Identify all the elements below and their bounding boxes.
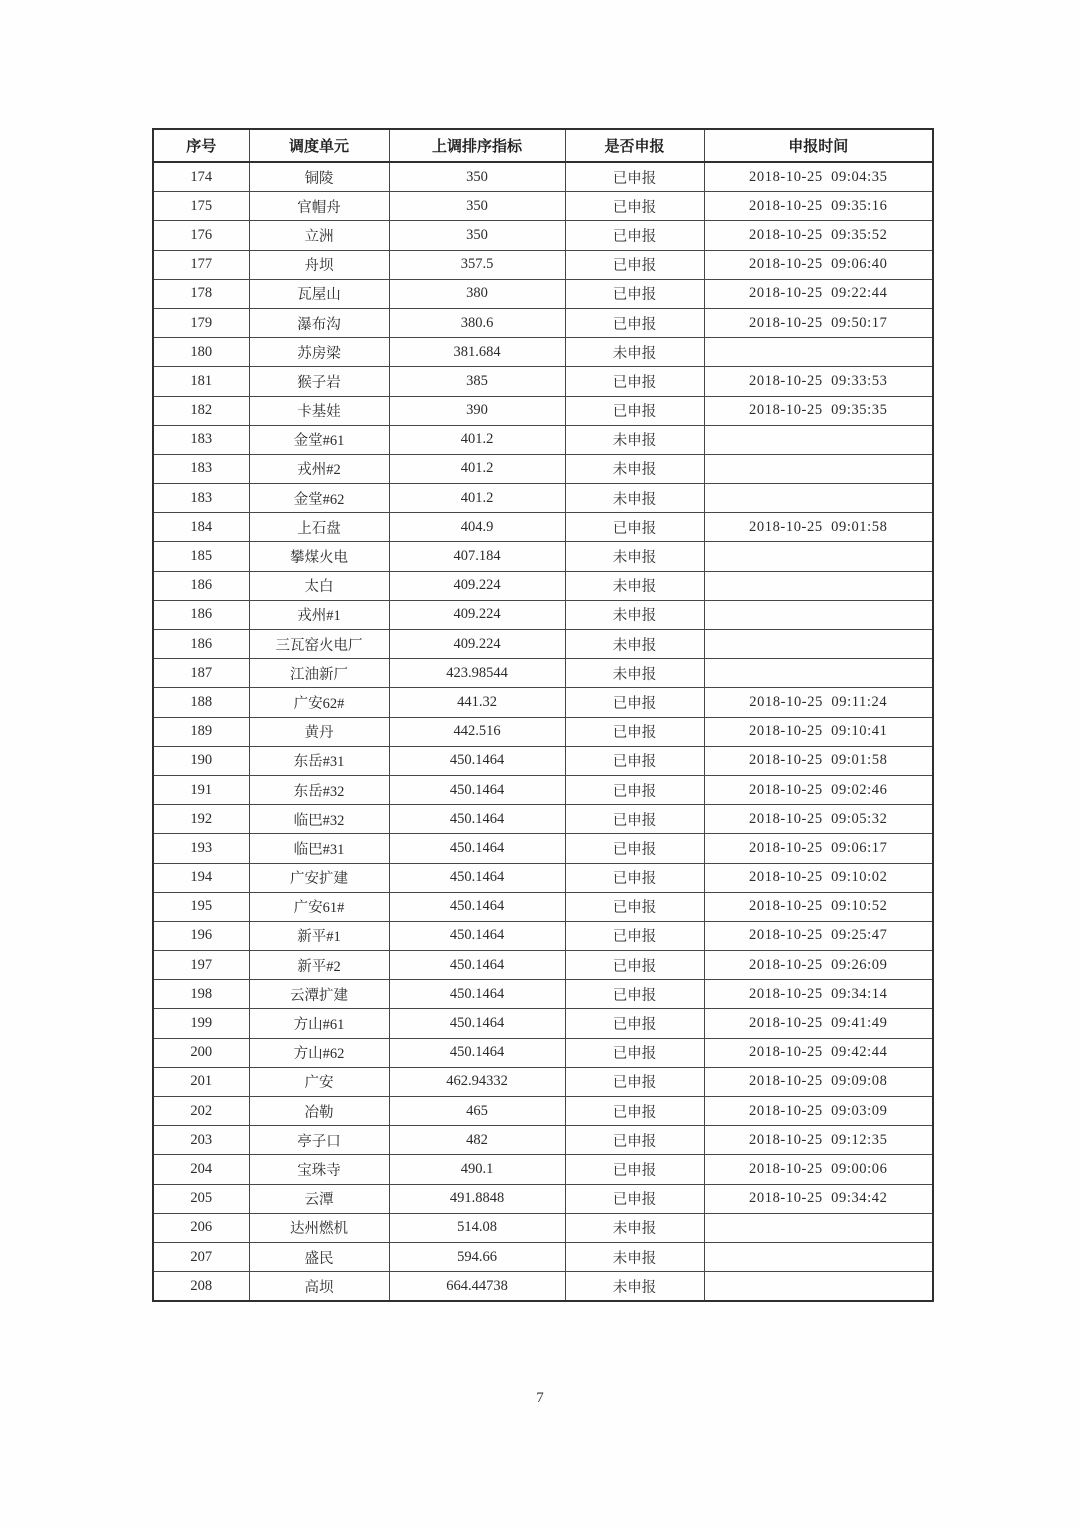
cell-time: 2018-10-25 09:06:17: [704, 834, 933, 863]
cell-time: 2018-10-25 09:34:14: [704, 980, 933, 1009]
cell-serial: 192: [153, 805, 249, 834]
cell-indicator: 450.1464: [389, 921, 565, 950]
cell-serial: 182: [153, 396, 249, 425]
cell-indicator: 450.1464: [389, 980, 565, 1009]
cell-declared: 已申报: [565, 221, 704, 250]
column-header-unit: 调度单元: [249, 129, 389, 162]
cell-indicator: 390: [389, 396, 565, 425]
cell-declared: 已申报: [565, 863, 704, 892]
cell-time: 2018-10-25 09:01:58: [704, 746, 933, 775]
cell-unit: 卡基娃: [249, 396, 389, 425]
table-row: [153, 396, 933, 425]
cell-indicator: 482: [389, 1126, 565, 1155]
column-header-serial: 序号: [153, 129, 249, 162]
cell-indicator: 441.32: [389, 688, 565, 717]
table-row: [153, 484, 933, 513]
table-row: [153, 951, 933, 980]
cell-serial: 183: [153, 484, 249, 513]
cell-indicator: 442.516: [389, 717, 565, 746]
cell-declared: 未申报: [565, 1242, 704, 1271]
cell-unit: 瀑布沟: [249, 308, 389, 337]
cell-time: 2018-10-25 09:42:44: [704, 1038, 933, 1067]
cell-unit: 方山#61: [249, 1009, 389, 1038]
cell-indicator: 450.1464: [389, 1009, 565, 1038]
cell-time: 2018-10-25 09:09:08: [704, 1067, 933, 1096]
table-row: [153, 1126, 933, 1155]
table-row: [153, 717, 933, 746]
cell-declared: 已申报: [565, 192, 704, 221]
cell-unit: 临巴#32: [249, 805, 389, 834]
table-row: [153, 513, 933, 542]
cell-serial: 201: [153, 1067, 249, 1096]
cell-unit: 江油新厂: [249, 659, 389, 688]
cell-indicator: 401.2: [389, 484, 565, 513]
cell-time: [704, 1213, 933, 1242]
cell-indicator: 409.224: [389, 630, 565, 659]
cell-unit: 金堂#61: [249, 425, 389, 454]
cell-time: 2018-10-25 09:35:16: [704, 192, 933, 221]
cell-declared: 未申报: [565, 454, 704, 483]
cell-declared: 未申报: [565, 630, 704, 659]
table-row: [153, 308, 933, 337]
cell-serial: 175: [153, 192, 249, 221]
cell-indicator: 450.1464: [389, 1038, 565, 1067]
table-row: [153, 921, 933, 950]
cell-declared: 已申报: [565, 834, 704, 863]
table-row: [153, 454, 933, 483]
cell-declared: 未申报: [565, 425, 704, 454]
cell-serial: 177: [153, 250, 249, 279]
cell-time: [704, 338, 933, 367]
table-row: [153, 805, 933, 834]
cell-declared: 已申报: [565, 775, 704, 804]
table-row: [153, 250, 933, 279]
cell-declared: 未申报: [565, 338, 704, 367]
cell-serial: 186: [153, 600, 249, 629]
cell-indicator: 450.1464: [389, 834, 565, 863]
cell-declared: 未申报: [565, 600, 704, 629]
cell-time: [704, 542, 933, 571]
cell-indicator: 350: [389, 221, 565, 250]
cell-unit: 戎州#1: [249, 600, 389, 629]
cell-serial: 194: [153, 863, 249, 892]
cell-time: 2018-10-25 09:11:24: [704, 688, 933, 717]
cell-declared: 已申报: [565, 1009, 704, 1038]
cell-time: [704, 484, 933, 513]
cell-indicator: 404.9: [389, 513, 565, 542]
cell-unit: 官帽舟: [249, 192, 389, 221]
cell-serial: 185: [153, 542, 249, 571]
cell-serial: 181: [153, 367, 249, 396]
cell-unit: 金堂#62: [249, 484, 389, 513]
cell-time: 2018-10-25 09:34:42: [704, 1184, 933, 1213]
cell-unit: 上石盘: [249, 513, 389, 542]
cell-indicator: 491.8848: [389, 1184, 565, 1213]
cell-declared: 已申报: [565, 367, 704, 396]
table-row: [153, 1067, 933, 1096]
cell-declared: 未申报: [565, 1213, 704, 1242]
cell-indicator: 401.2: [389, 425, 565, 454]
cell-serial: 190: [153, 746, 249, 775]
table-row: [153, 367, 933, 396]
cell-time: 2018-10-25 09:10:52: [704, 892, 933, 921]
cell-declared: 已申报: [565, 688, 704, 717]
table-row: [153, 279, 933, 308]
cell-indicator: 594.66: [389, 1242, 565, 1271]
cell-time: 2018-10-25 09:35:35: [704, 396, 933, 425]
cell-unit: 戎州#2: [249, 454, 389, 483]
cell-indicator: 450.1464: [389, 863, 565, 892]
cell-declared: 已申报: [565, 1184, 704, 1213]
cell-time: 2018-10-25 09:05:32: [704, 805, 933, 834]
cell-declared: 已申报: [565, 513, 704, 542]
cell-unit: 盛民: [249, 1242, 389, 1271]
cell-indicator: 664.44738: [389, 1272, 565, 1302]
cell-declared: 已申报: [565, 396, 704, 425]
cell-unit: 广安: [249, 1067, 389, 1096]
cell-serial: 174: [153, 162, 249, 192]
cell-time: [704, 659, 933, 688]
cell-unit: 东岳#31: [249, 746, 389, 775]
cell-serial: 187: [153, 659, 249, 688]
dispatch-declaration-table: [152, 128, 934, 1302]
table-row: [153, 1009, 933, 1038]
cell-unit: 宝珠寺: [249, 1155, 389, 1184]
cell-serial: 198: [153, 980, 249, 1009]
cell-declared: 已申报: [565, 921, 704, 950]
cell-indicator: 409.224: [389, 600, 565, 629]
cell-serial: 202: [153, 1097, 249, 1126]
cell-indicator: 514.08: [389, 1213, 565, 1242]
table-row: [153, 542, 933, 571]
cell-indicator: 450.1464: [389, 775, 565, 804]
cell-declared: 未申报: [565, 1272, 704, 1302]
table-row: [153, 980, 933, 1009]
cell-serial: 183: [153, 425, 249, 454]
cell-time: 2018-10-25 09:33:53: [704, 367, 933, 396]
table-row: [153, 1242, 933, 1271]
cell-unit: 瓦屋山: [249, 279, 389, 308]
cell-serial: 203: [153, 1126, 249, 1155]
table-row: [153, 630, 933, 659]
cell-declared: 未申报: [565, 571, 704, 600]
table-row: [153, 834, 933, 863]
cell-serial: 204: [153, 1155, 249, 1184]
cell-time: [704, 1242, 933, 1271]
cell-unit: 攀煤火电: [249, 542, 389, 571]
table-row: [153, 746, 933, 775]
cell-declared: 已申报: [565, 279, 704, 308]
cell-serial: 186: [153, 630, 249, 659]
cell-unit: 苏房梁: [249, 338, 389, 367]
table-header-row: [153, 129, 933, 162]
cell-time: 2018-10-25 09:10:02: [704, 863, 933, 892]
cell-unit: 东岳#32: [249, 775, 389, 804]
cell-time: 2018-10-25 09:35:52: [704, 221, 933, 250]
cell-declared: 已申报: [565, 1126, 704, 1155]
table-row: [153, 221, 933, 250]
table-row: [153, 162, 933, 192]
cell-time: [704, 630, 933, 659]
cell-time: 2018-10-25 09:41:49: [704, 1009, 933, 1038]
cell-unit: 铜陵: [249, 162, 389, 192]
cell-serial: 197: [153, 951, 249, 980]
cell-indicator: 423.98544: [389, 659, 565, 688]
cell-unit: 高坝: [249, 1272, 389, 1302]
cell-declared: 未申报: [565, 484, 704, 513]
table-row: [153, 425, 933, 454]
cell-unit: 亭子口: [249, 1126, 389, 1155]
cell-declared: 已申报: [565, 308, 704, 337]
cell-unit: 云潭扩建: [249, 980, 389, 1009]
cell-unit: 黄丹: [249, 717, 389, 746]
cell-serial: 179: [153, 308, 249, 337]
cell-indicator: 385: [389, 367, 565, 396]
cell-serial: 207: [153, 1242, 249, 1271]
table-row: [153, 338, 933, 367]
cell-serial: 178: [153, 279, 249, 308]
cell-unit: 三瓦窑火电厂: [249, 630, 389, 659]
table-row: [153, 863, 933, 892]
cell-indicator: 380.6: [389, 308, 565, 337]
cell-time: 2018-10-25 09:10:41: [704, 717, 933, 746]
cell-time: 2018-10-25 09:22:44: [704, 279, 933, 308]
cell-indicator: 409.224: [389, 571, 565, 600]
table-row: [153, 571, 933, 600]
table-row: [153, 892, 933, 921]
cell-declared: 已申报: [565, 892, 704, 921]
cell-unit: 新平#1: [249, 921, 389, 950]
cell-serial: 186: [153, 571, 249, 600]
cell-serial: 176: [153, 221, 249, 250]
cell-time: 2018-10-25 09:01:58: [704, 513, 933, 542]
cell-unit: 猴子岩: [249, 367, 389, 396]
cell-declared: 已申报: [565, 746, 704, 775]
cell-indicator: 465: [389, 1097, 565, 1126]
cell-declared: 已申报: [565, 1038, 704, 1067]
cell-indicator: 350: [389, 162, 565, 192]
cell-time: [704, 571, 933, 600]
cell-serial: 205: [153, 1184, 249, 1213]
cell-time: 2018-10-25 09:06:40: [704, 250, 933, 279]
table-row: [153, 1213, 933, 1242]
cell-indicator: 462.94332: [389, 1067, 565, 1096]
cell-time: [704, 454, 933, 483]
page-number: 7: [536, 1390, 544, 1406]
cell-serial: 188: [153, 688, 249, 717]
table-row: [153, 659, 933, 688]
cell-time: 2018-10-25 09:50:17: [704, 308, 933, 337]
table-row: [153, 1097, 933, 1126]
cell-unit: 广安62#: [249, 688, 389, 717]
cell-indicator: 357.5: [389, 250, 565, 279]
cell-unit: 太白: [249, 571, 389, 600]
table-row: [153, 1272, 933, 1302]
cell-declared: 已申报: [565, 717, 704, 746]
table-row: [153, 1184, 933, 1213]
column-header-declared: 是否申报: [565, 129, 704, 162]
cell-serial: 183: [153, 454, 249, 483]
cell-time: 2018-10-25 09:00:06: [704, 1155, 933, 1184]
table-body: [153, 162, 933, 1301]
cell-declared: 已申报: [565, 1155, 704, 1184]
cell-time: 2018-10-25 09:02:46: [704, 775, 933, 804]
cell-indicator: 450.1464: [389, 746, 565, 775]
table-row: [153, 1155, 933, 1184]
cell-unit: 云潭: [249, 1184, 389, 1213]
cell-indicator: 450.1464: [389, 805, 565, 834]
cell-serial: 184: [153, 513, 249, 542]
table-row: [153, 600, 933, 629]
cell-indicator: 401.2: [389, 454, 565, 483]
cell-serial: 195: [153, 892, 249, 921]
cell-indicator: 381.684: [389, 338, 565, 367]
cell-unit: 方山#62: [249, 1038, 389, 1067]
cell-declared: 已申报: [565, 1097, 704, 1126]
cell-indicator: 380: [389, 279, 565, 308]
cell-declared: 已申报: [565, 805, 704, 834]
cell-indicator: 450.1464: [389, 892, 565, 921]
cell-declared: 未申报: [565, 659, 704, 688]
cell-serial: 208: [153, 1272, 249, 1302]
cell-serial: 193: [153, 834, 249, 863]
cell-declared: 已申报: [565, 980, 704, 1009]
cell-indicator: 450.1464: [389, 951, 565, 980]
cell-time: [704, 1272, 933, 1302]
cell-unit: 广安61#: [249, 892, 389, 921]
table-row: [153, 688, 933, 717]
cell-declared: 已申报: [565, 951, 704, 980]
cell-time: 2018-10-25 09:25:47: [704, 921, 933, 950]
cell-time: [704, 600, 933, 629]
cell-time: 2018-10-25 09:04:35: [704, 162, 933, 192]
cell-time: 2018-10-25 09:26:09: [704, 951, 933, 980]
cell-serial: 199: [153, 1009, 249, 1038]
cell-time: [704, 425, 933, 454]
cell-unit: 新平#2: [249, 951, 389, 980]
cell-serial: 180: [153, 338, 249, 367]
cell-serial: 189: [153, 717, 249, 746]
cell-serial: 191: [153, 775, 249, 804]
cell-serial: 196: [153, 921, 249, 950]
cell-serial: 200: [153, 1038, 249, 1067]
cell-declared: 已申报: [565, 250, 704, 279]
cell-time: 2018-10-25 09:12:35: [704, 1126, 933, 1155]
cell-indicator: 350: [389, 192, 565, 221]
cell-unit: 冶勒: [249, 1097, 389, 1126]
cell-indicator: 407.184: [389, 542, 565, 571]
cell-unit: 临巴#31: [249, 834, 389, 863]
cell-serial: 206: [153, 1213, 249, 1242]
cell-declared: 未申报: [565, 542, 704, 571]
cell-declared: 已申报: [565, 162, 704, 192]
cell-unit: 立洲: [249, 221, 389, 250]
cell-indicator: 490.1: [389, 1155, 565, 1184]
cell-unit: 广安扩建: [249, 863, 389, 892]
cell-unit: 达州燃机: [249, 1213, 389, 1242]
cell-time: 2018-10-25 09:03:09: [704, 1097, 933, 1126]
cell-declared: 已申报: [565, 1067, 704, 1096]
table-row: [153, 1038, 933, 1067]
column-header-indicator: 上调排序指标: [389, 129, 565, 162]
table-row: [153, 192, 933, 221]
cell-unit: 舟坝: [249, 250, 389, 279]
table-row: [153, 775, 933, 804]
column-header-time: 申报时间: [704, 129, 933, 162]
